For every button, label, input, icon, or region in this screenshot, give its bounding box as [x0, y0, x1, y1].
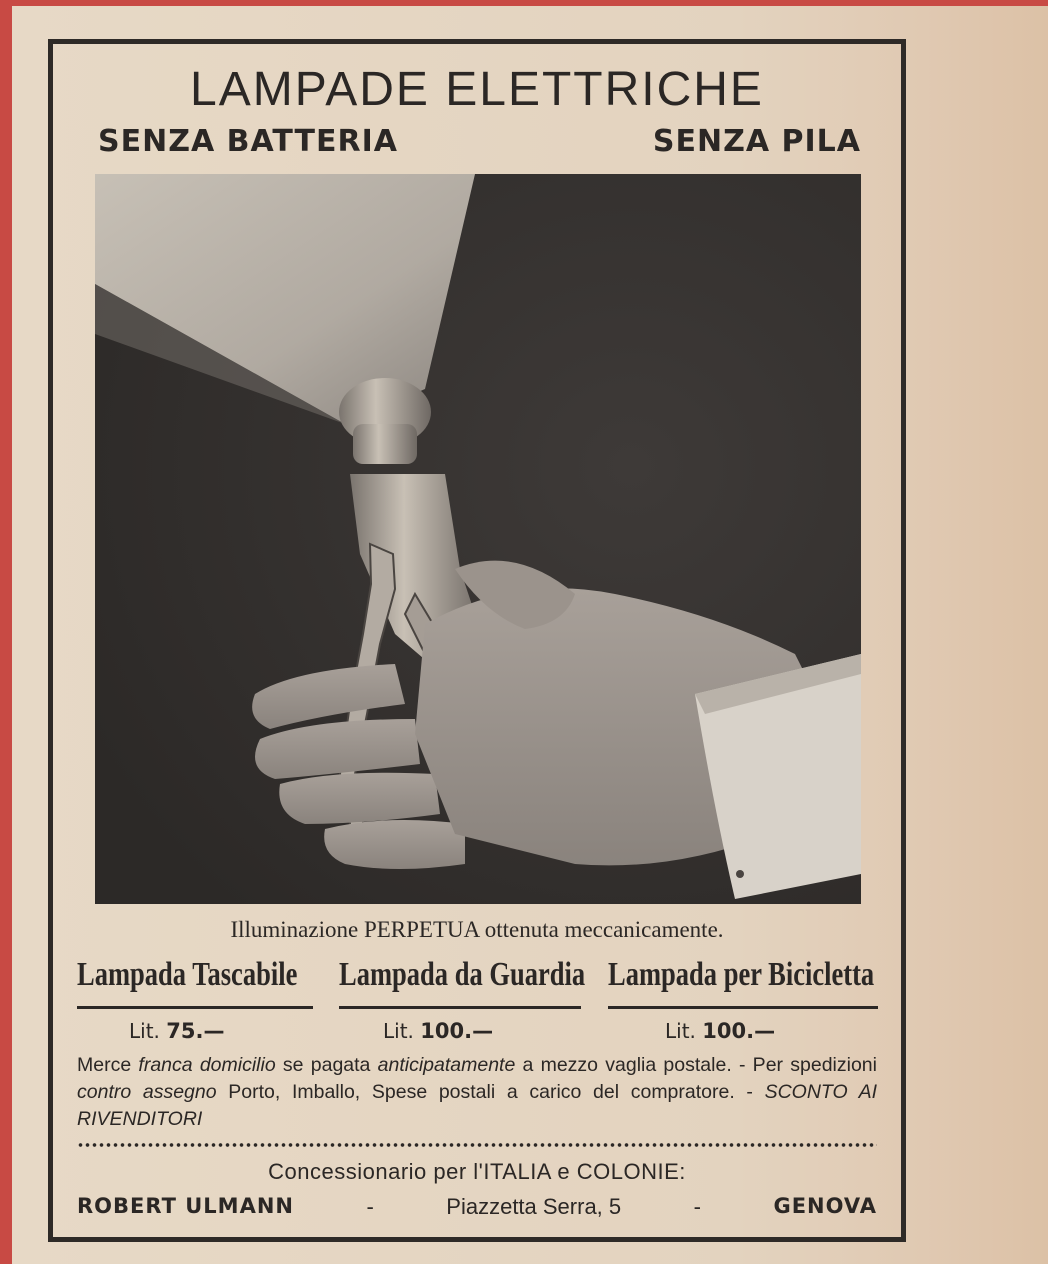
address-footer	[77, 1194, 877, 1220]
product-pocket-lamp	[77, 956, 297, 994]
product-rule	[339, 1006, 581, 1009]
price-value: 75.—	[166, 1019, 225, 1043]
dotted-divider	[77, 1142, 877, 1148]
tagline: Illuminazione PERPETUA ottenuta meccanicamente.	[230, 917, 724, 942]
concessionaire-line: Concessionario per l'ITALIA e COLONIE:	[268, 1159, 686, 1184]
terms-text: se pagata	[275, 1054, 378, 1076]
product-name-suffix: per Bicicletta	[723, 956, 875, 993]
subheadline-left: SENZA BATTERIA	[98, 124, 398, 159]
price-prefix: Lit.	[383, 1019, 414, 1043]
price-prefix: Lit.	[129, 1019, 160, 1043]
price-pocket-lamp	[129, 1019, 224, 1043]
subheadline-right: SENZA PILA	[652, 124, 861, 159]
terms-italic: anticipatamente	[377, 1054, 516, 1076]
product-name-suffix: Tascabile	[192, 956, 298, 993]
terms-text: Merce	[77, 1054, 139, 1076]
product-rule	[77, 1006, 313, 1009]
street-address: Piazzetta Serra, 5	[446, 1194, 622, 1219]
hand-lamp-photo	[95, 174, 861, 904]
discount-notice: SCONTO AI RIVENDITORI	[77, 1081, 878, 1130]
terms-italic: contro assegno	[77, 1081, 217, 1103]
product-guard-lamp	[339, 956, 585, 994]
terms-paragraph	[77, 1052, 877, 1133]
company-name: ROBERT ULMANN	[77, 1194, 294, 1218]
separator: -	[693, 1194, 701, 1219]
terms-text: Porto, Imballo, Spese postali a carico del compratore. -	[216, 1081, 765, 1103]
headline: LAMPADE ELETTRICHE	[190, 63, 764, 116]
price-prefix: Lit.	[665, 1019, 696, 1043]
product-name-suffix: da Guardia	[454, 956, 586, 993]
terms-text: a mezzo vaglia postale. - Per spedizioni	[515, 1054, 877, 1076]
price-bicycle-lamp	[665, 1019, 775, 1043]
product-name-prefix: Lampada	[339, 956, 455, 993]
product-name-prefix: Lampada	[77, 956, 193, 993]
price-guard-lamp	[383, 1019, 493, 1043]
hand-lamp-illustration	[95, 174, 861, 904]
product-rule	[608, 1006, 878, 1009]
product-name-prefix: Lampada	[608, 956, 724, 993]
product-bicycle-lamp	[608, 956, 874, 994]
paper-background	[12, 6, 1048, 1264]
price-value: 100.—	[702, 1019, 776, 1043]
terms-italic: franca domicilio	[138, 1054, 276, 1076]
separator: -	[366, 1194, 374, 1219]
city-name: GENOVA	[773, 1194, 877, 1218]
advertisement-frame	[48, 39, 906, 1242]
price-value: 100.—	[420, 1019, 494, 1043]
